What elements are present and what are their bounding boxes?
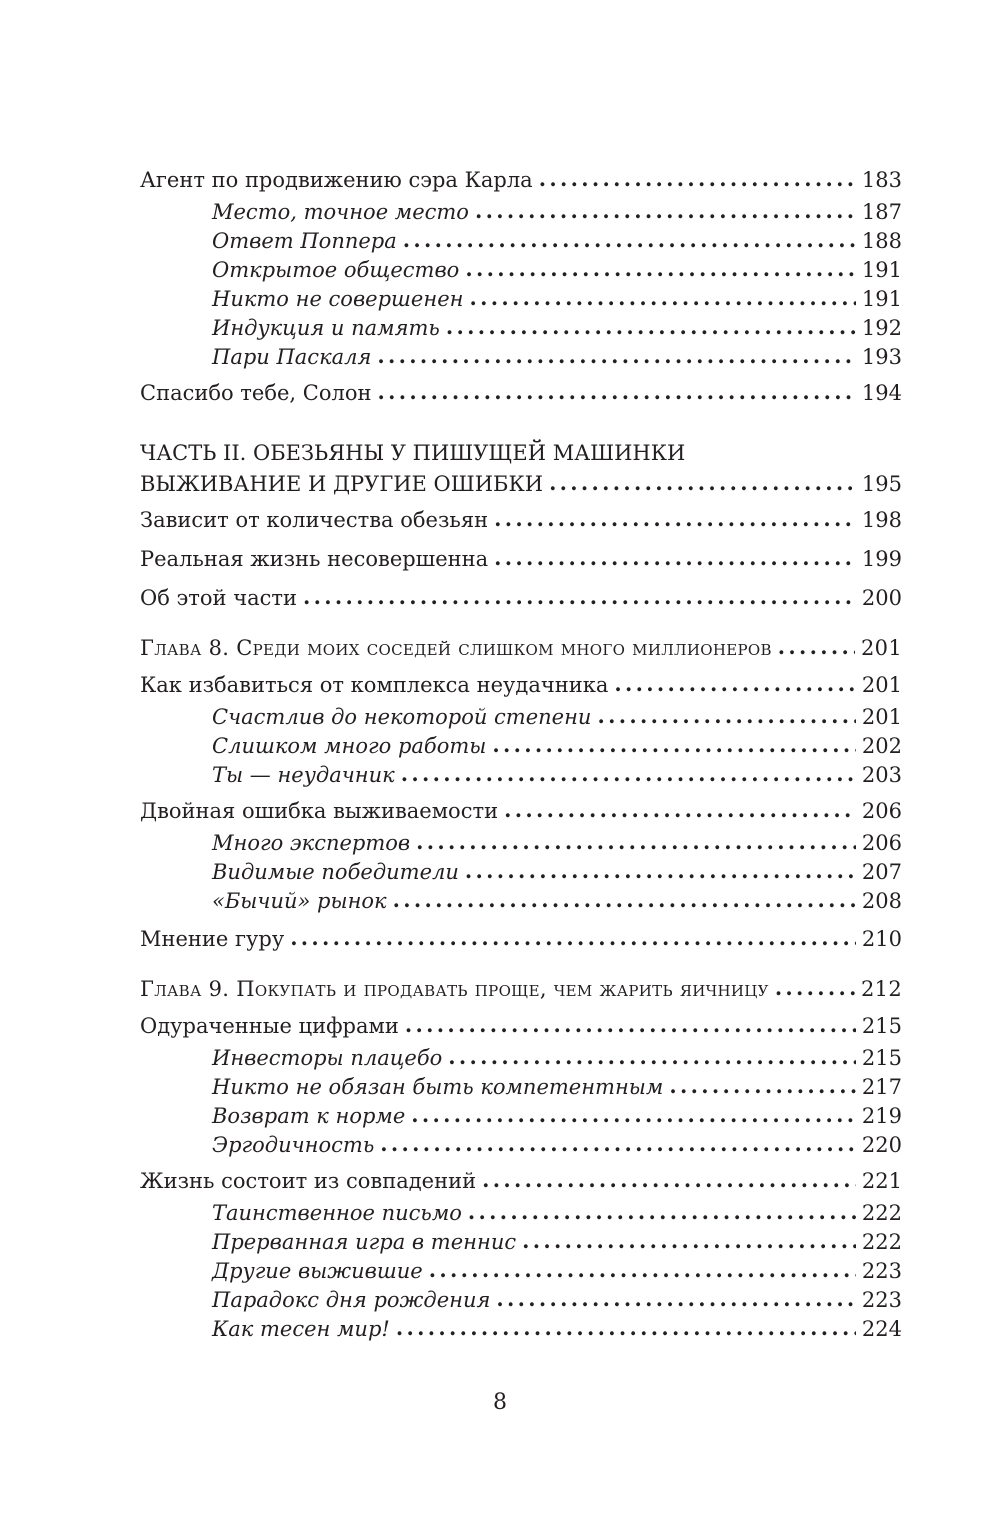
toc-entry-page: 193	[861, 345, 902, 369]
toc-entry-page: 224	[861, 1317, 902, 1341]
toc-entry-page: 198	[861, 508, 902, 532]
toc-entry-page: 208	[861, 889, 902, 913]
dot-leader	[380, 1130, 856, 1158]
dot-leader	[494, 544, 856, 572]
toc-subentry	[212, 227, 902, 255]
toc-entry	[140, 1167, 902, 1195]
dot-leader	[522, 1227, 856, 1255]
toc-entry-title: Много экспертов	[212, 831, 411, 855]
toc-entry-page: 188	[861, 229, 902, 253]
toc-entry-page: 221	[861, 1169, 902, 1193]
toc-entry-title: Место, точное место	[212, 200, 469, 224]
toc-entry-title: Как избавиться от комплекса неудачника	[140, 673, 609, 697]
dot-leader	[494, 505, 856, 533]
dot-leader	[405, 1011, 856, 1039]
dot-leader	[465, 857, 856, 885]
dot-leader	[446, 313, 856, 341]
dot-leader	[401, 760, 856, 788]
toc-subentry	[212, 1257, 902, 1285]
toc-entry-page: 222	[861, 1230, 902, 1254]
toc-subentry	[212, 1044, 902, 1072]
toc-subentry	[212, 887, 902, 915]
toc-entry-page: 183	[861, 168, 902, 192]
toc-subentry	[212, 1199, 902, 1227]
dot-leader	[549, 469, 856, 497]
toc-entry-title: Глава 8. Среди моих соседей слишком много миллионеров	[140, 636, 772, 660]
toc-entry-page: 201	[861, 673, 902, 697]
dot-leader	[416, 828, 856, 856]
toc-entry-title: Слишком много работы	[212, 734, 487, 758]
toc-subentry	[212, 1131, 902, 1159]
toc-entry-title: «Бычий» рынок	[212, 889, 387, 913]
dot-leader	[465, 255, 856, 283]
toc-subentry	[212, 1286, 902, 1314]
toc-subentry	[212, 198, 902, 226]
dot-leader	[597, 702, 855, 730]
dot-leader	[496, 1285, 856, 1313]
toc-entry-title: Жизнь состоит из совпадений	[140, 1169, 477, 1193]
toc-entry-title: Глава 9. Покупать и продавать проще, чем жарить яичницу	[140, 977, 769, 1001]
toc-entry-title: Одураченные цифрами	[140, 1014, 399, 1038]
toc-entry	[140, 506, 902, 534]
toc-subentry	[212, 703, 902, 731]
toc-entry-title: Мнение гуру	[140, 927, 285, 951]
toc-entry-title: Ответ Поппера	[212, 229, 397, 253]
toc-entry-page: 212	[861, 977, 902, 1001]
toc-subentry	[212, 314, 902, 342]
toc-subentry	[212, 1102, 902, 1130]
toc-entry-page: 187	[861, 200, 902, 224]
toc-entry-page: 215	[861, 1046, 902, 1070]
dot-leader	[411, 1101, 856, 1129]
dot-leader	[539, 165, 856, 193]
toc-subentry	[212, 1228, 902, 1256]
toc-entry-title: Открытое общество	[212, 258, 460, 282]
dot-leader	[778, 633, 855, 661]
toc-entry-title: Об этой части	[140, 586, 298, 610]
toc-entry-page: 191	[861, 287, 902, 311]
dot-leader	[429, 1256, 856, 1284]
toc-entry-title: Никто не совершенен	[212, 287, 464, 311]
toc-entry-title: Пари Паскаля	[212, 345, 372, 369]
toc-entry-page: 201	[861, 636, 902, 660]
dot-leader	[775, 974, 855, 1002]
toc-entry-title: Спасибо тебе, Солон	[140, 381, 372, 405]
toc-entry-title: Таинственное письмо	[212, 1201, 462, 1225]
dot-leader	[482, 1166, 856, 1194]
toc-entry-page: 200	[861, 586, 902, 610]
toc-entry-page: 217	[861, 1075, 902, 1099]
toc-subentry	[212, 761, 902, 789]
toc-entry-page: 215	[861, 1014, 902, 1038]
toc-subentry	[212, 1073, 902, 1101]
part-heading: ЧАСТЬ II. ОБЕЗЬЯНЫ У ПИШУЩЕЙ МАШИНКИ	[140, 441, 686, 465]
toc-subentry	[212, 256, 902, 284]
toc-entry-title: Видимые победители	[212, 860, 459, 884]
toc-entry-page: 192	[861, 316, 902, 340]
toc-entry-page: 195	[861, 472, 902, 496]
dot-leader	[393, 886, 856, 914]
toc-entry-title: Прерванная игра в теннис	[212, 1230, 517, 1254]
dot-leader	[614, 670, 856, 698]
toc-entry-title: Индукция и память	[212, 316, 440, 340]
dot-leader	[396, 1314, 856, 1342]
toc-entry-page: 219	[861, 1104, 902, 1128]
toc-entry-title: Возврат к норме	[212, 1104, 406, 1128]
dot-leader	[475, 197, 856, 225]
toc-entry-title: Счастлив до некоторой степени	[212, 705, 592, 729]
toc-entry-page: 220	[861, 1133, 902, 1157]
toc-entry	[140, 166, 902, 194]
toc-entry	[140, 797, 902, 825]
toc-subentry	[212, 829, 902, 857]
chapter-entry	[140, 975, 902, 1003]
toc-entry-title: Двойная ошибка выживаемости	[140, 799, 499, 823]
toc-entry-page: 207	[861, 860, 902, 884]
toc-entry-title: Другие выжившие	[212, 1259, 423, 1283]
toc-entry-page: 201	[861, 705, 902, 729]
dot-leader	[377, 342, 855, 370]
toc-entry-title: Агент по продвижению сэра Карла	[140, 168, 533, 192]
toc-subentry	[212, 285, 902, 313]
toc-entry-page: 210	[861, 927, 902, 951]
dot-leader	[403, 226, 856, 254]
dot-leader	[377, 378, 855, 406]
toc-entry	[140, 379, 902, 407]
toc-subentry	[212, 343, 902, 371]
dot-leader	[303, 583, 856, 611]
dot-leader	[468, 1198, 856, 1226]
toc-entry-page: 191	[861, 258, 902, 282]
toc-entry-title: Как тесен мир!	[212, 1317, 390, 1341]
toc-entry-title: Инвесторы плацебо	[212, 1046, 443, 1070]
dot-leader	[492, 731, 856, 759]
toc-entry	[140, 1012, 902, 1040]
toc-entry	[140, 545, 902, 573]
toc-entry	[140, 671, 902, 699]
toc-entry	[140, 584, 902, 612]
dot-leader	[448, 1043, 856, 1071]
toc-entry-title: Зависит от количества обезьян	[140, 508, 489, 532]
toc-entry-title: Эргодичность	[212, 1133, 375, 1157]
dot-leader	[504, 796, 856, 824]
dot-leader	[290, 924, 856, 952]
toc-entry-title: ВЫЖИВАНИЕ И ДРУГИЕ ОШИБКИ	[140, 472, 544, 496]
toc-subentry	[212, 1315, 902, 1343]
toc-entry-page: 199	[861, 547, 902, 571]
toc-entry-title: Парадокс дня рождения	[212, 1288, 491, 1312]
toc-entry-title: Реальная жизнь несовершенна	[140, 547, 489, 571]
toc-entry-title: Никто не обязан быть компетентным	[212, 1075, 664, 1099]
chapter-entry	[140, 634, 902, 662]
toc-entry	[140, 470, 902, 498]
toc-entry-page: 202	[861, 734, 902, 758]
toc-entry-title: Ты — неудачник	[212, 763, 395, 787]
toc-entry-page: 206	[861, 831, 902, 855]
toc-subentry	[212, 732, 902, 760]
toc-entry-page: 223	[861, 1259, 902, 1283]
dot-leader	[669, 1072, 856, 1100]
toc-entry-page: 194	[861, 381, 902, 405]
toc-entry-page: 222	[861, 1201, 902, 1225]
toc-entry	[140, 925, 902, 953]
toc-entry-page: 203	[861, 763, 902, 787]
dot-leader	[469, 284, 855, 312]
toc-entry-page: 206	[861, 799, 902, 823]
toc-entry-page: 223	[861, 1288, 902, 1312]
toc-subentry	[212, 858, 902, 886]
page-number: 8	[493, 1390, 507, 1415]
